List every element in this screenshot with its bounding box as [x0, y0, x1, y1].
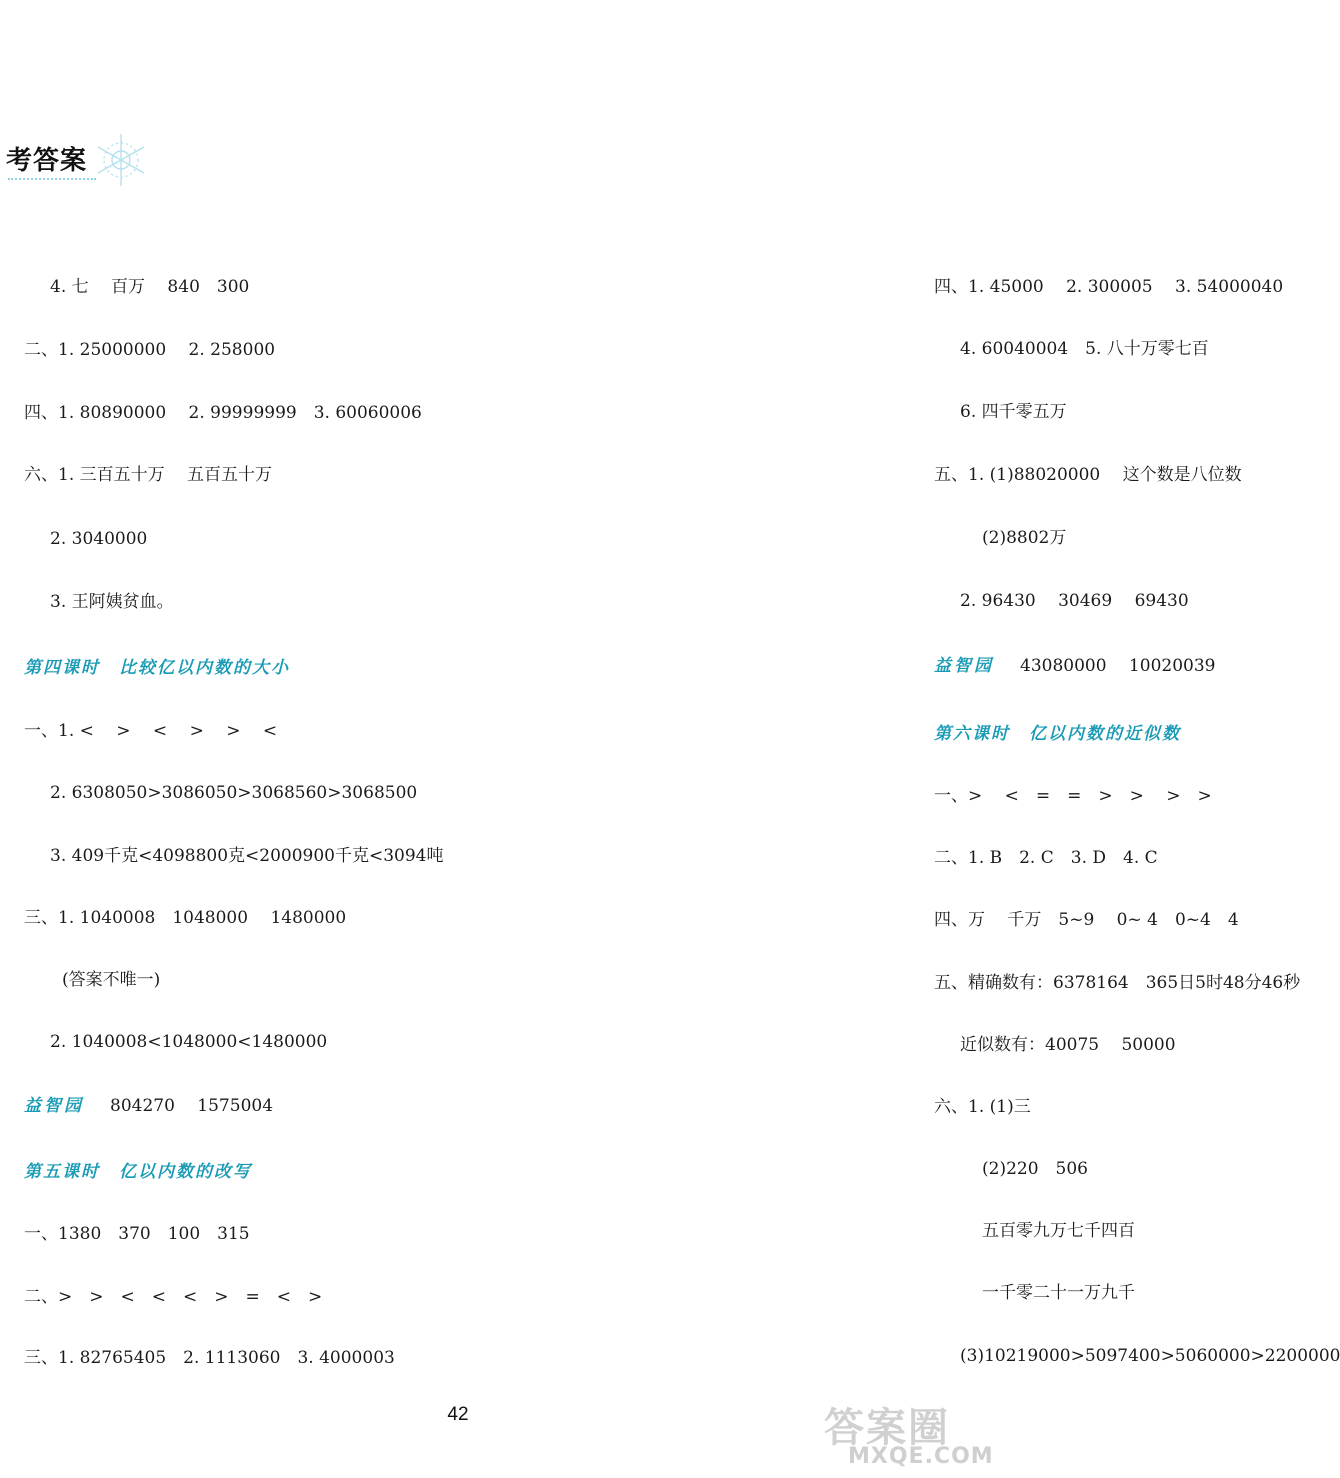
- answer-line: 五、1. (1)88020000 这个数是八位数: [934, 465, 1242, 485]
- answer-text: 804270 1575004: [110, 1096, 274, 1116]
- answer-line: 6. 四千零五万: [960, 402, 1067, 422]
- answer-line: 五百零九万七千四百: [982, 1221, 1135, 1241]
- answer-line: 三、1. 1040008 1048000 1480000: [24, 908, 347, 928]
- answer-line: 3. 409千克<4098800克<2000900千克<3094吨: [50, 846, 444, 866]
- answer-line: 一、1. < > < > > <: [24, 721, 278, 741]
- puzzle-answer-line: [24, 1095, 273, 1117]
- answer-line: 3. 王阿姨贫血。: [50, 592, 174, 612]
- answer-line: 近似数有：40075 50000: [960, 1035, 1176, 1055]
- puzzle-answer-line: [934, 655, 1215, 677]
- answer-line: 二、> > < < < > = < >: [24, 1287, 323, 1307]
- section-heading: 第五课时 亿以内数的改写: [24, 1162, 252, 1182]
- watermark-logo: [818, 1396, 996, 1476]
- page-header-title: 考答案: [6, 146, 88, 176]
- answer-text: 43080000 10020039: [1020, 656, 1216, 676]
- answer-line: 4. 60040004 5. 八十万零七百: [960, 339, 1209, 359]
- answer-line: 2. 3040000: [50, 529, 148, 549]
- answer-line: 一、> < = = > > > >: [934, 786, 1212, 806]
- answer-line: 一千零二十一万九千: [982, 1283, 1135, 1303]
- answer-line: 六、1. 三百五十万 五百五十万: [24, 465, 273, 485]
- puzzle-section-label: 益智园: [934, 656, 994, 676]
- snowflake-decoration-icon: [86, 128, 156, 192]
- answer-line: (2)8802万: [982, 528, 1067, 548]
- answer-line: 五、精确数有：6378164 365日5时48分46秒: [934, 973, 1301, 993]
- puzzle-section-label: 益智园: [24, 1096, 84, 1116]
- answer-line: 二、1. 25000000 2. 258000: [24, 340, 276, 360]
- answer-line: 六、1. (1)三: [934, 1097, 1031, 1117]
- answer-line: 2. 96430 30469 69430: [960, 591, 1189, 611]
- answer-line: 一、1380 370 100 315: [24, 1224, 250, 1244]
- answer-line: 4. 七 百万 840 300: [50, 277, 250, 297]
- answer-line: 四、1. 45000 2. 300005 3. 54000040: [934, 277, 1284, 297]
- answer-line: 二、1. B 2. C 3. D 4. C: [934, 848, 1158, 868]
- answer-line: 2. 6308050>3086050>3068560>3068500: [50, 783, 418, 803]
- section-heading: 第六课时 亿以内数的近似数: [934, 724, 1181, 744]
- answer-line: (3)10219000>5097400>5060000>2200000: [960, 1346, 1340, 1366]
- answer-line: 四、万 千万 5~9 0~ 4 0~4 4: [934, 910, 1239, 930]
- answer-line: 四、1. 80890000 2. 99999999 3. 60060006: [24, 403, 422, 423]
- answer-line: 三、1. 82765405 2. 1113060 3. 4000003: [24, 1348, 395, 1368]
- answer-line: 2. 1040008<1048000<1480000: [50, 1032, 328, 1052]
- header-underline: [8, 178, 96, 180]
- watermark-logo-text: 答案圈: [824, 1405, 950, 1451]
- page-number: 42: [447, 1404, 469, 1425]
- section-heading: 第四课时 比较亿以内数的大小: [24, 658, 290, 678]
- watermark-url: MXQE.COM: [848, 1444, 994, 1469]
- answer-line: (2)220 506: [982, 1159, 1088, 1179]
- answer-line: (答案不唯一): [62, 970, 161, 990]
